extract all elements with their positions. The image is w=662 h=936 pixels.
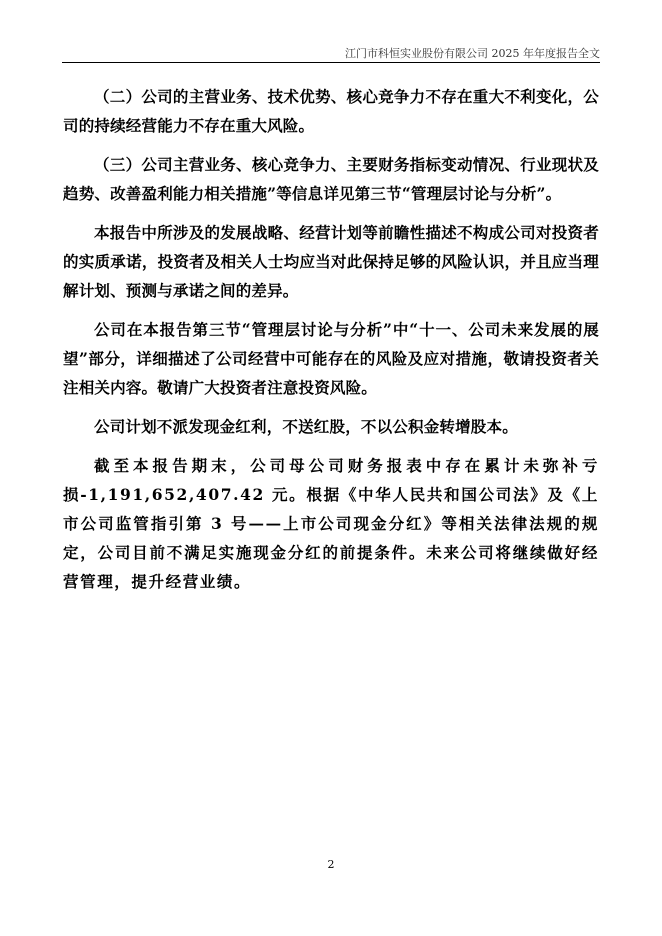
running-header: 江门市科恒实业股份有限公司 2025 年年度报告全文 [345,47,600,60]
page-number: 2 [327,858,335,871]
paragraph-accumulated-loss: 截至本报告期末，公司母公司财务报表中存在累计未弥补亏损-1,191,652,407.42 元。根据《中华人民共和国公司法》及《上市公司监管指引第 3 号——上市公司现金分红》等相关法律法规的规定，公司目前不满足实施现金分红的前提条件。未来公司将继续做好经营管理，提升经营业绩。 [63,456,599,591]
body-text [63,82,599,606]
paragraph-dividend-plan: 公司计划不派发现金红利，不送红股，不以公积金转增股本。 [94,417,518,436]
paragraph-business-status: （二）公司的主营业务、技术优势、核心竞争力不存在重大不利变化，公司的持续经营能力不存在重大风险。 [63,87,599,135]
header-divider [62,62,600,63]
paragraph-risk-notice: 公司在本报告第三节“管理层讨论与分析”中“十一、公司未来发展的展望”部分，详细描述了公司经营中可能存在的风险及应对措施，敬请投资者关注相关内容。敬请广大投资者注意投资风险。 [63,320,599,397]
paragraph-business-reference: （三）公司主营业务、核心竞争力、主要财务指标变动情况、行业现状及趋势、改善盈利能力相关措施”等信息详见第三节“管理层讨论与分析”。 [63,155,599,203]
paragraph-forward-looking-disclaimer: 本报告中所涉及的发展战略、经营计划等前瞻性描述不构成公司对投资者的实质承诺，投资者及相关人士均应当对此保持足够的风险认识，并且应当理解计划、预测与承诺之间的差异。 [63,223,599,300]
